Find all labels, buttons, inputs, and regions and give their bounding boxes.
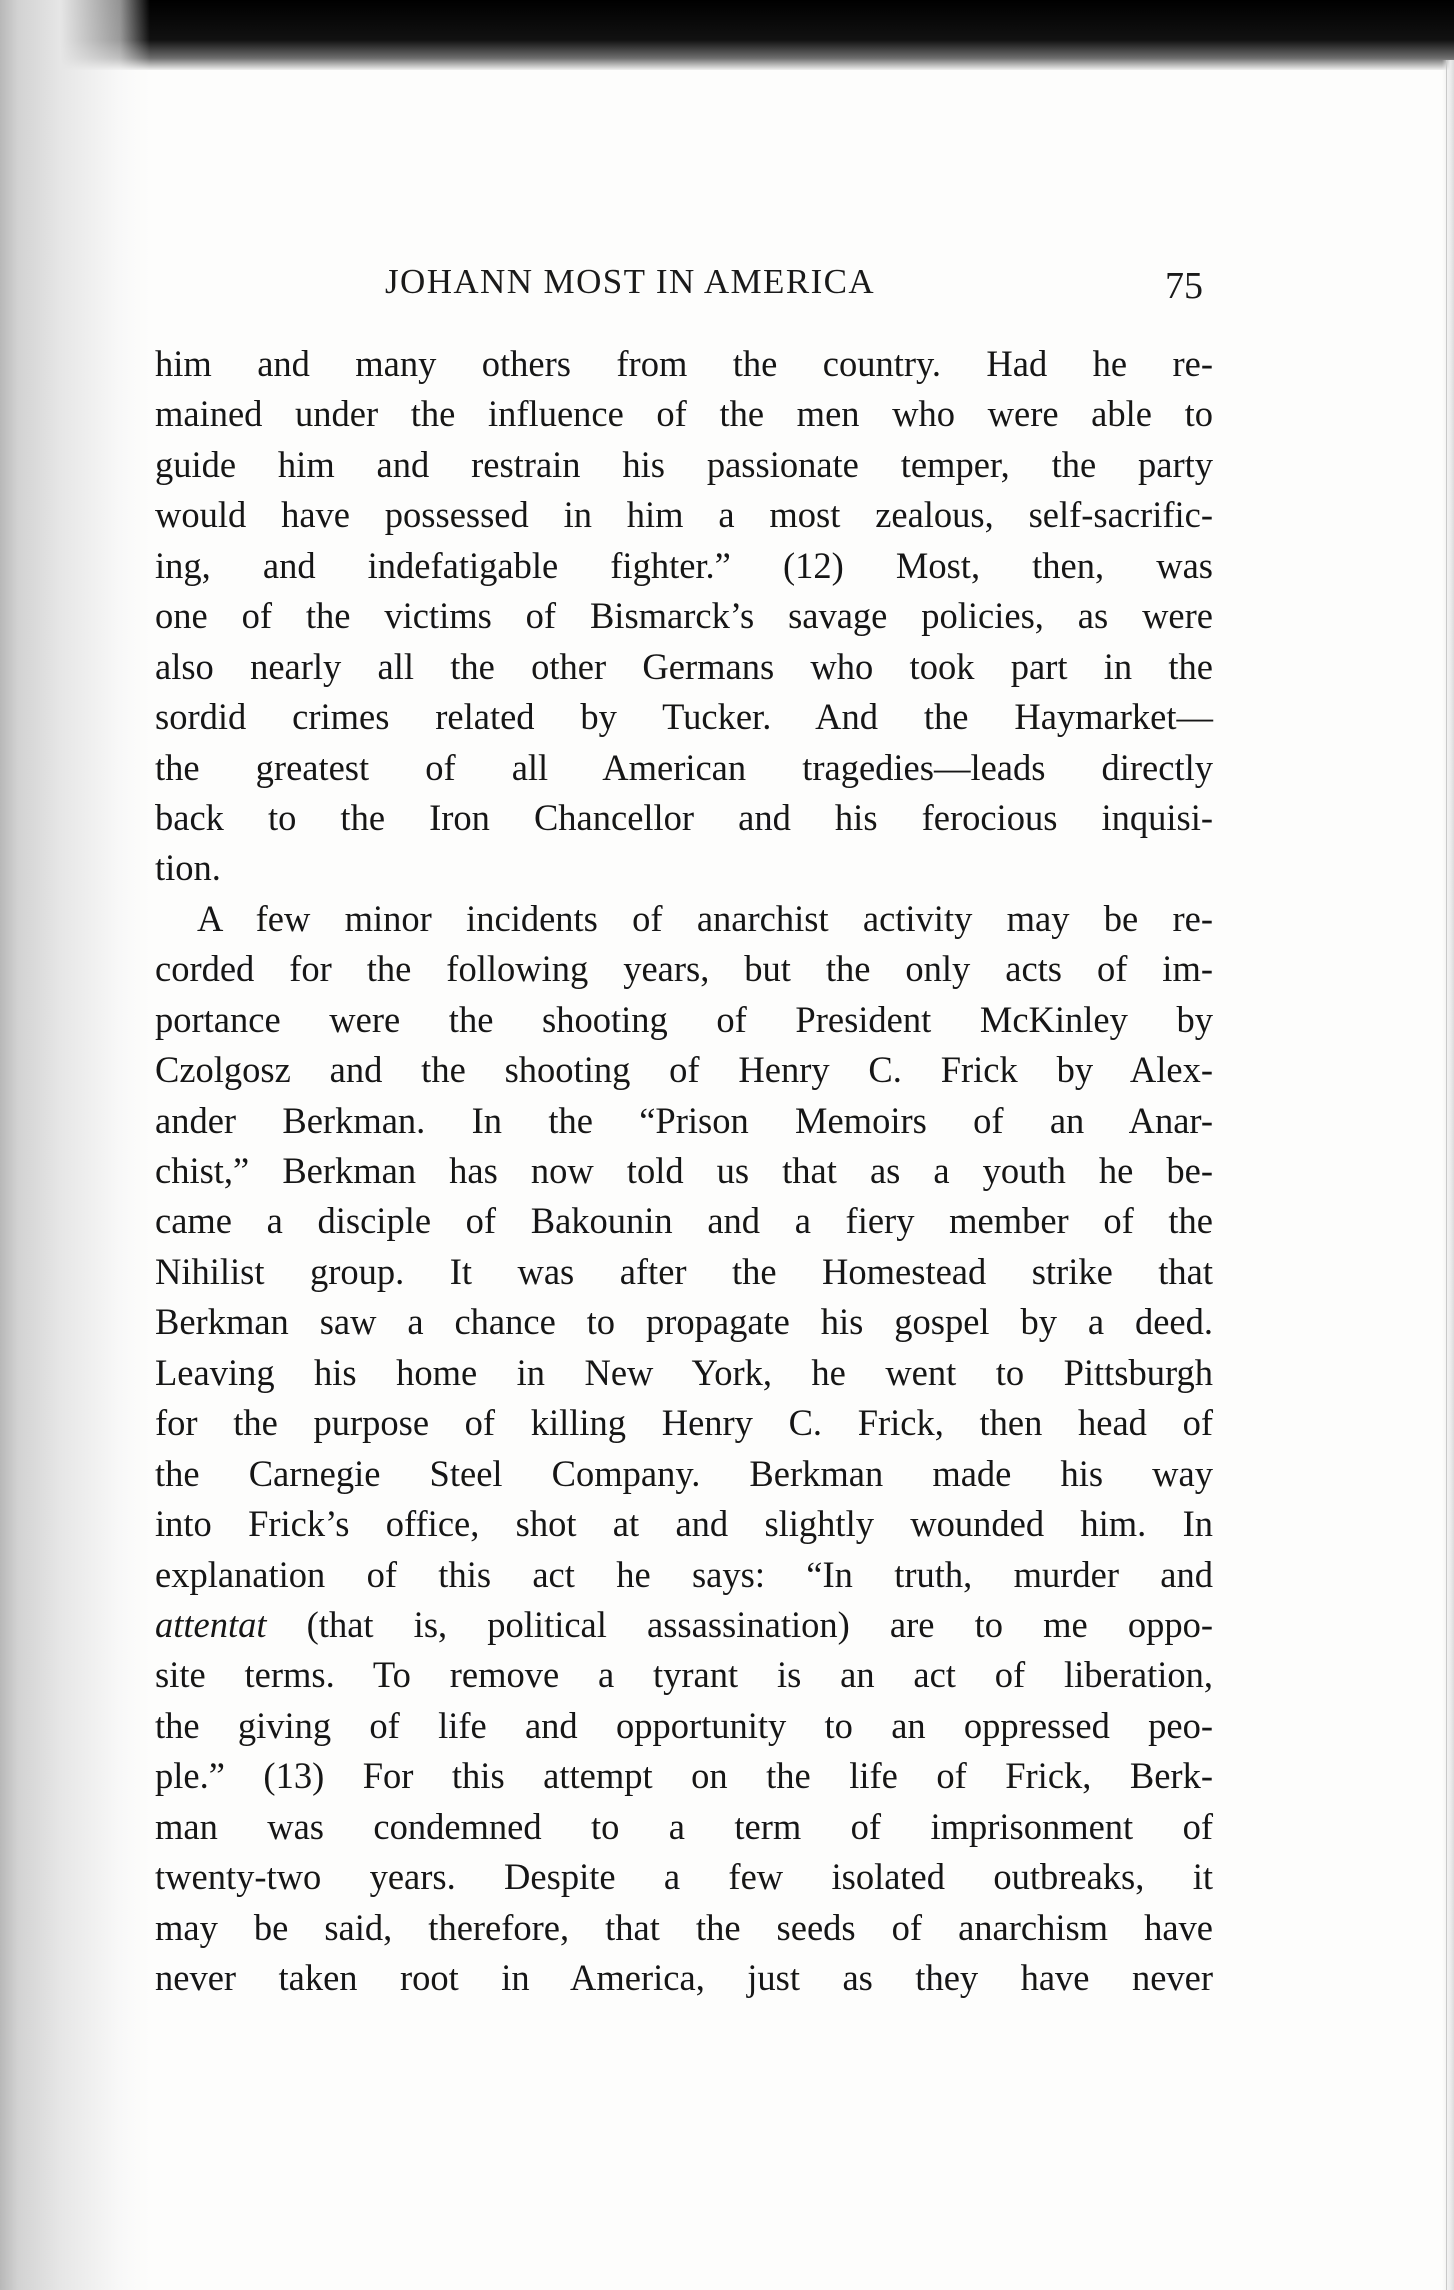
scan-top-shadow: [0, 0, 1454, 70]
text-line: Leaving his home in New York, he went to Pittsburgh: [155, 1351, 1213, 1393]
text-line: one of the victims of Bismarck’s savage policies, as were: [155, 595, 1213, 637]
page-number: 75: [1165, 265, 1203, 307]
text-line: may be said, therefore, that the seeds of anarchism have: [155, 1906, 1213, 1948]
text-line: back to the Iron Chancellor and his ferocious inquisi-: [155, 796, 1213, 838]
text-line: would have possessed in him a most zealous, self-sacrific-: [155, 494, 1213, 536]
text-line: ander Berkman. In the “Prison Memoirs of an Anar-: [155, 1099, 1213, 1141]
running-head: JOHANN MOST IN AMERICA: [385, 262, 876, 301]
text-line: man was condemned to a term of imprisonment of: [155, 1805, 1213, 1847]
text-line: sordid crimes related by Tucker. And the Haymarket—: [155, 696, 1213, 738]
text-line: Nihilist group. It was after the Homestead strike that: [155, 1250, 1213, 1292]
text-line: tion.: [155, 847, 221, 889]
text-line: the giving of life and opportunity to an oppressed peo-: [155, 1704, 1213, 1746]
text-line: also nearly all the other Germans who took part in the: [155, 645, 1213, 687]
text-line: Czolgosz and the shooting of Henry C. Frick by Alex-: [155, 1049, 1213, 1091]
text-line-with-italic: [155, 1600, 1213, 1650]
text-line: into Frick’s office, shot at and slightly wounded him. In: [155, 1503, 1213, 1545]
scan-binding-shadow: [0, 0, 150, 2290]
text-line: portance were the shooting of President McKinley by: [155, 998, 1213, 1040]
body-text: [155, 339, 1213, 2003]
text-line: ing, and indefatigable fighter.” (12) Most, then, was: [155, 544, 1213, 586]
text-line: A few minor incidents of anarchist activity may be re-: [197, 897, 1213, 939]
text-line: mained under the influence of the men who were able to: [155, 393, 1213, 435]
text-line: Berkman saw a chance to propagate his gospel by a deed.: [155, 1301, 1213, 1343]
page-header: [155, 262, 1213, 312]
text-line: the greatest of all American tragedies—leads directly: [155, 746, 1213, 788]
text-line: site terms. To remove a tyrant is an act of liberation,: [155, 1654, 1213, 1696]
text-line: him and many others from the country. Had he re-: [155, 343, 1213, 384]
text-line: guide him and restrain his passionate temper, the party: [155, 443, 1213, 485]
text-line: explanation of this act he says: “In truth, murder and: [155, 1553, 1213, 1595]
text-line: never taken root in America, just as they have never: [155, 1957, 1213, 1998]
text-line: corded for the following years, but the only acts of im-: [155, 948, 1213, 990]
text-line: ple.” (13) For this attempt on the life of Frick, Berk-: [155, 1755, 1213, 1797]
italic-term: attentat: [155, 1603, 267, 1645]
text-line: the Carnegie Steel Company. Berkman made his way: [155, 1452, 1213, 1494]
text-line: chist,” Berkman has now told us that as a youth he be-: [155, 1150, 1213, 1191]
text-line-rest: (that is, political assassination) are to me oppo-: [306, 1603, 1214, 1645]
text-line: twenty-two years. Despite a few isolated outbreaks, it: [155, 1856, 1213, 1898]
text-line: for the purpose of killing Henry C. Frick, then head of: [155, 1402, 1213, 1444]
scan-right-edge: [1442, 60, 1454, 2290]
text-line: came a disciple of Bakounin and a fiery member of the: [155, 1200, 1213, 1242]
